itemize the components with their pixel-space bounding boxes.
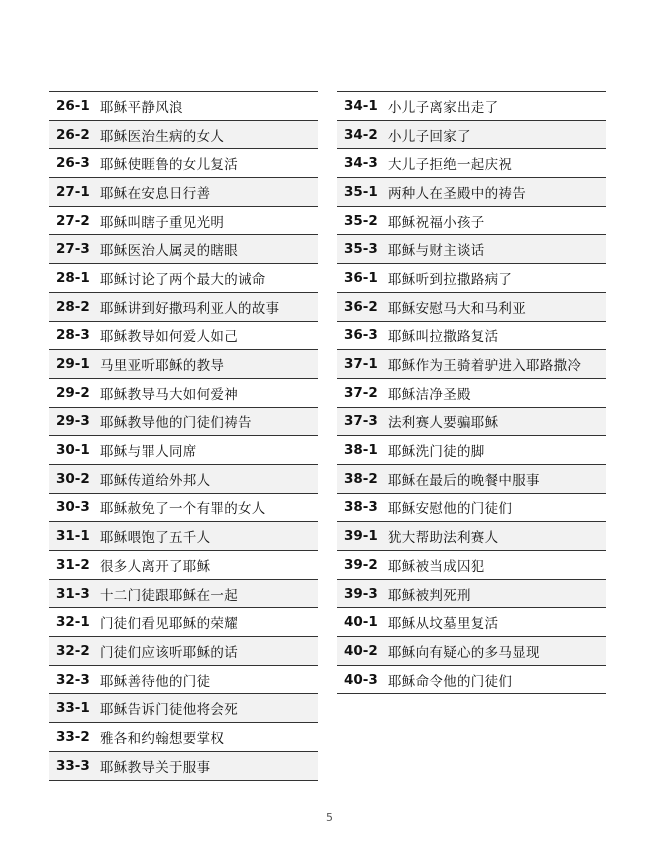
lesson-title: 很多人离开了耶稣 [100, 558, 211, 575]
lesson-row [49, 379, 318, 408]
lesson-title: 耶稣传道给外邦人 [100, 472, 211, 489]
lesson-row [337, 465, 606, 494]
lesson-title: 耶稣作为王骑着驴进入耶路撒冷 [388, 358, 582, 375]
lesson-title: 耶稣教导他的门徒们祷告 [100, 415, 252, 432]
lesson-code: 36-3 [344, 327, 378, 344]
lesson-title: 耶稣祝福小孩子 [388, 214, 485, 231]
lesson-title: 雅各和约翰想要掌权 [100, 730, 225, 747]
lesson-code: 28-2 [56, 298, 90, 315]
lesson-code: 29-3 [56, 413, 90, 430]
lesson-code: 32-3 [56, 671, 90, 688]
lesson-title: 耶稣在安息日行善 [100, 185, 211, 202]
lesson-row [337, 178, 606, 207]
lesson-title: 耶稣与财主谈话 [388, 243, 485, 260]
lesson-title: 小儿子回家了 [388, 128, 471, 145]
lesson-code: 28-1 [56, 269, 90, 286]
lesson-row [337, 436, 606, 465]
lesson-title: 门徒们应该听耶稣的话 [100, 644, 238, 661]
lesson-code: 32-2 [56, 642, 90, 659]
lesson-title: 门徒们看见耶稣的荣耀 [100, 616, 238, 633]
lesson-row [49, 408, 318, 437]
lesson-code: 38-1 [344, 442, 378, 459]
lesson-title: 十二门徒跟耶稣在一起 [100, 587, 238, 604]
lesson-code: 31-3 [56, 585, 90, 602]
lesson-code: 38-3 [344, 499, 378, 516]
lesson-list-right [337, 91, 606, 694]
lesson-title: 耶稣被判死刑 [388, 587, 471, 604]
lesson-row [49, 121, 318, 150]
lesson-title: 耶稣教导马大如何爱神 [100, 386, 238, 403]
lesson-row [337, 293, 606, 322]
lesson-code: 27-1 [56, 183, 90, 200]
lesson-code: 38-2 [344, 470, 378, 487]
lesson-title: 犹大帮助法利赛人 [388, 530, 499, 547]
lesson-title: 两种人在圣殿中的祷告 [388, 185, 526, 202]
lesson-row [337, 264, 606, 293]
lesson-row [49, 666, 318, 695]
lesson-code: 36-2 [344, 298, 378, 315]
lesson-code: 40-2 [344, 642, 378, 659]
lesson-row [49, 465, 318, 494]
lesson-row [337, 149, 606, 178]
lesson-code: 31-1 [56, 528, 90, 545]
lesson-code: 40-1 [344, 614, 378, 631]
lesson-code: 28-3 [56, 327, 90, 344]
lesson-code: 30-2 [56, 470, 90, 487]
lesson-title: 耶稣洁净圣殿 [388, 386, 471, 403]
lesson-code: 32-1 [56, 614, 90, 631]
lesson-code: 26-2 [56, 126, 90, 143]
lesson-title: 耶稣教导如何爱人如己 [100, 329, 238, 346]
lesson-row [49, 752, 318, 781]
lesson-title: 耶稣从坟墓里复活 [388, 616, 499, 633]
lesson-row [49, 436, 318, 465]
lesson-title: 耶稣赦免了一个有罪的女人 [100, 501, 266, 518]
lesson-code: 29-1 [56, 356, 90, 373]
lesson-row [49, 608, 318, 637]
lesson-row [49, 694, 318, 723]
lesson-title: 耶稣与罪人同席 [100, 444, 197, 461]
lesson-title: 耶稣命令他的门徒们 [388, 673, 513, 690]
lesson-code: 35-2 [344, 212, 378, 229]
lesson-row [49, 522, 318, 551]
lesson-row [49, 149, 318, 178]
lesson-title: 耶稣教导关于服事 [100, 759, 211, 776]
lesson-code: 30-3 [56, 499, 90, 516]
lesson-row [49, 207, 318, 236]
lesson-code: 37-2 [344, 384, 378, 401]
lesson-row [49, 494, 318, 523]
lesson-row [337, 322, 606, 351]
lesson-title: 耶稣使睚鲁的女儿复活 [100, 157, 238, 174]
lesson-row [49, 322, 318, 351]
lesson-title: 耶稣善待他的门徒 [100, 673, 211, 690]
lesson-code: 39-2 [344, 556, 378, 573]
lesson-row [49, 637, 318, 666]
lesson-title: 耶稣讲到好撒玛利亚人的故事 [100, 300, 280, 317]
lesson-code: 34-2 [344, 126, 378, 143]
lesson-title: 耶稣医治人属灵的瞎眼 [100, 243, 238, 260]
lesson-title: 耶稣安慰他的门徒们 [388, 501, 513, 518]
lesson-code: 33-2 [56, 728, 90, 745]
lesson-title: 耶稣叫拉撒路复活 [388, 329, 499, 346]
lesson-code: 39-3 [344, 585, 378, 602]
lesson-title: 耶稣在最后的晚餐中服事 [388, 472, 540, 489]
lesson-title: 耶稣叫瞎子重见光明 [100, 214, 225, 231]
lesson-code: 36-1 [344, 269, 378, 286]
lesson-row [337, 207, 606, 236]
lesson-title: 耶稣被当成囚犯 [388, 558, 485, 575]
lesson-code: 26-1 [56, 97, 90, 114]
lesson-list-left [49, 91, 318, 781]
lesson-title: 耶稣告诉门徒他将会死 [100, 702, 238, 719]
lesson-code: 35-3 [344, 241, 378, 258]
lesson-row [337, 408, 606, 437]
lesson-title: 小儿子离家出走了 [388, 99, 499, 116]
lesson-code: 29-2 [56, 384, 90, 401]
lesson-row [49, 551, 318, 580]
lesson-row [337, 92, 606, 121]
lesson-row [337, 608, 606, 637]
lesson-code: 33-3 [56, 757, 90, 774]
lesson-title: 耶稣听到拉撒路病了 [388, 271, 513, 288]
lesson-code: 27-3 [56, 241, 90, 258]
lesson-title: 耶稣讨论了两个最大的诫命 [100, 271, 266, 288]
lesson-row [49, 580, 318, 609]
lesson-code: 35-1 [344, 183, 378, 200]
lesson-row [49, 178, 318, 207]
lesson-row [337, 235, 606, 264]
lesson-row [337, 379, 606, 408]
lesson-rows-left [49, 92, 318, 781]
lesson-row [337, 350, 606, 379]
lesson-code: 37-1 [344, 356, 378, 373]
lesson-title: 耶稣向有疑心的多马显现 [388, 644, 540, 661]
lesson-title: 耶稣喂饱了五千人 [100, 530, 211, 547]
lesson-code: 37-3 [344, 413, 378, 430]
lesson-title: 耶稣平静风浪 [100, 99, 183, 116]
lesson-code: 34-1 [344, 97, 378, 114]
lesson-row [49, 92, 318, 121]
lesson-row [337, 666, 606, 695]
lesson-row [49, 293, 318, 322]
lesson-title: 马里亚听耶稣的教导 [100, 358, 225, 375]
lesson-row [337, 637, 606, 666]
lesson-row [49, 264, 318, 293]
lesson-row [337, 551, 606, 580]
lesson-title: 耶稣安慰马大和马利亚 [388, 300, 526, 317]
lesson-code: 34-3 [344, 155, 378, 172]
page-number: 5 [326, 811, 333, 824]
lesson-code: 27-2 [56, 212, 90, 229]
lesson-code: 39-1 [344, 528, 378, 545]
lesson-title: 大儿子拒绝一起庆祝 [388, 157, 513, 174]
lesson-row [337, 580, 606, 609]
lesson-code: 26-3 [56, 155, 90, 172]
lesson-row [337, 522, 606, 551]
lesson-row [49, 723, 318, 752]
lesson-code: 30-1 [56, 442, 90, 459]
lesson-row [337, 494, 606, 523]
lesson-code: 31-2 [56, 556, 90, 573]
lesson-title: 耶稣洗门徒的脚 [388, 444, 485, 461]
lesson-row [49, 350, 318, 379]
lesson-code: 33-1 [56, 700, 90, 717]
lesson-row [337, 121, 606, 150]
lesson-title: 法利赛人要骗耶稣 [388, 415, 499, 432]
lesson-title: 耶稣医治生病的女人 [100, 128, 225, 145]
lesson-code: 40-3 [344, 671, 378, 688]
lesson-row [49, 235, 318, 264]
lesson-rows-right [337, 92, 606, 694]
